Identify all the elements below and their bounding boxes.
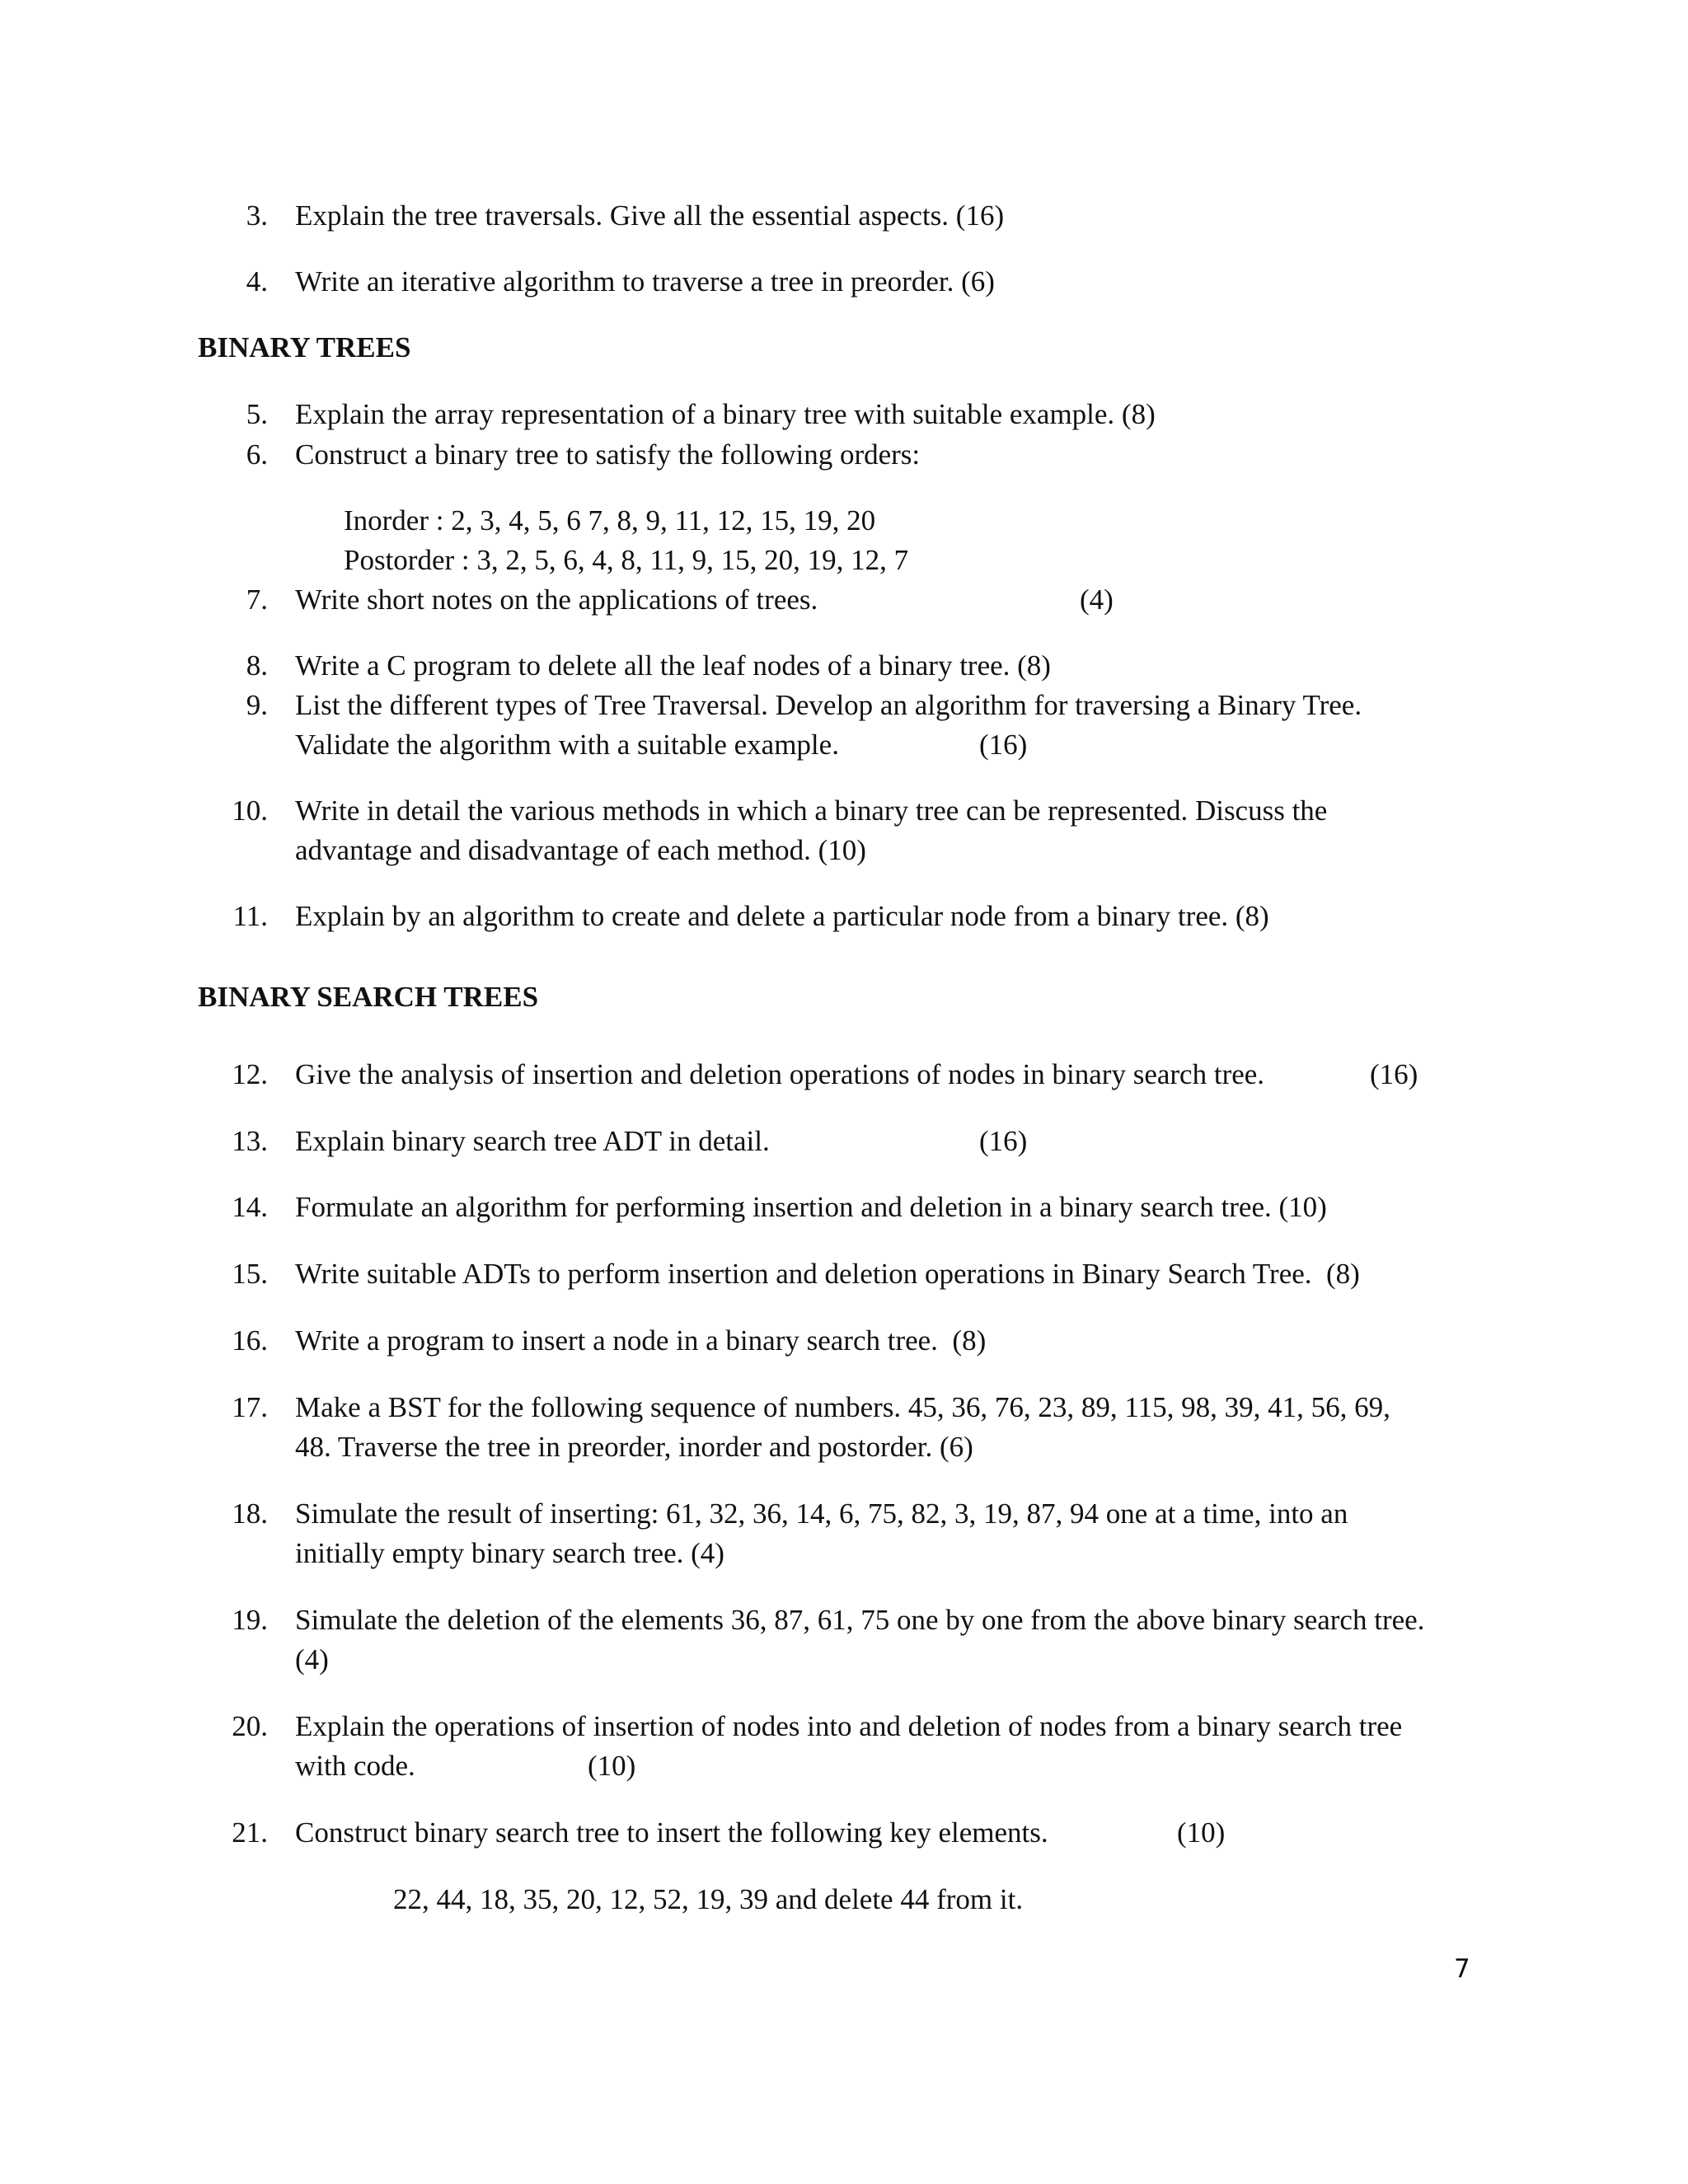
question-text-continued: with code.: [295, 1750, 415, 1782]
section-heading-binary-search-trees: BINARY SEARCH TREES: [198, 981, 539, 1013]
question-text-continued: Validate the algorithm with a suitable example.: [295, 729, 839, 761]
question-text-continued: (4): [295, 1643, 329, 1675]
question-text-continued: initially empty binary search tree. (4): [295, 1537, 724, 1569]
question-text: Write short notes on the applications of trees.: [295, 583, 818, 616]
question-text: List the different types of Tree Traversal. Develop an algorithm for traversing a Binary Tree.: [295, 689, 1362, 721]
question-text: Make a BST for the following sequence of numbers. 45, 36, 76, 23, 89, 115, 98, 39, 41, 56, 69,: [295, 1391, 1390, 1423]
question-marks: (16): [979, 1125, 1028, 1157]
section-heading-binary-trees: BINARY TREES: [198, 331, 411, 363]
question-text: Simulate the result of inserting: 61, 32, 36, 14, 6, 75, 82, 3, 19, 87, 94 one at a time, into an: [295, 1497, 1348, 1530]
question-number: 19.: [232, 1604, 268, 1636]
question-number: 6.: [246, 438, 268, 471]
question-number: 7.: [246, 583, 268, 616]
question-text: Formulate an algorithm for performing insertion and deletion in a binary search tree. (10): [295, 1191, 1327, 1223]
question-marks: (10): [1177, 1816, 1226, 1849]
key-elements-sequence: 22, 44, 18, 35, 20, 12, 52, 19, 39 and delete 44 from it.: [393, 1883, 1024, 1915]
question-marks: (16): [1370, 1058, 1418, 1090]
question-text: Construct a binary tree to satisfy the following orders:: [295, 438, 921, 471]
question-text: Write in detail the various methods in which a binary tree can be represented. Discuss the: [295, 794, 1328, 827]
question-number: 14.: [232, 1191, 268, 1223]
question-text: Explain by an algorithm to create and delete a particular node from a binary tree. (8): [295, 900, 1269, 932]
question-text: Explain the tree traversals. Give all the essential aspects. (16): [295, 199, 1005, 232]
question-text: Simulate the deletion of the elements 36, 87, 61, 75 one by one from the above binary search tree.: [295, 1604, 1425, 1636]
question-text: Give the analysis of insertion and deletion operations of nodes in binary search tree.: [295, 1058, 1265, 1090]
question-number: 12.: [232, 1058, 268, 1090]
question-number: 16.: [232, 1324, 268, 1357]
question-number: 3.: [246, 199, 268, 232]
question-text: Write a C program to delete all the leaf nodes of a binary tree. (8): [295, 649, 1051, 682]
question-number: 13.: [232, 1125, 268, 1157]
question-text: Write an iterative algorithm to traverse a tree in preorder. (6): [295, 265, 995, 298]
question-text: Explain binary search tree ADT in detail.: [295, 1125, 770, 1157]
question-text: Write suitable ADTs to perform insertion and deletion operations in Binary Search Tree. (8): [295, 1258, 1360, 1290]
question-text: Explain the array representation of a binary tree with suitable example. (8): [295, 398, 1156, 430]
question-number: 9.: [246, 689, 268, 721]
page-number: 7: [1454, 1954, 1470, 1984]
question-number: 20.: [232, 1710, 268, 1742]
question-number: 8.: [246, 649, 268, 682]
question-number: 4.: [246, 265, 268, 298]
question-number: 11.: [232, 900, 268, 932]
question-text-continued: 48. Traverse the tree in preorder, inorder and postorder. (6): [295, 1431, 973, 1463]
inorder-sequence: Inorder : 2, 3, 4, 5, 6 7, 8, 9, 11, 12, 15, 19, 20: [344, 504, 876, 537]
question-text: Explain the operations of insertion of nodes into and deletion of nodes from a binary search tree: [295, 1710, 1403, 1742]
question-number: 5.: [246, 398, 268, 430]
question-text: Write a program to insert a node in a binary search tree. (8): [295, 1324, 987, 1357]
question-text: Construct binary search tree to insert the following key elements.: [295, 1816, 1048, 1849]
question-marks: (10): [588, 1750, 636, 1782]
postorder-sequence: Postorder : 3, 2, 5, 6, 4, 8, 11, 9, 15, 20, 19, 12, 7: [344, 544, 909, 576]
question-number: 10.: [232, 794, 268, 827]
question-text-continued: advantage and disadvantage of each method. (10): [295, 834, 866, 866]
question-number: 21.: [232, 1816, 268, 1849]
question-marks: (16): [979, 729, 1028, 761]
question-number: 15.: [232, 1258, 268, 1290]
question-marks: (4): [1080, 583, 1114, 616]
question-number: 18.: [232, 1497, 268, 1530]
question-number: 17.: [232, 1391, 268, 1423]
